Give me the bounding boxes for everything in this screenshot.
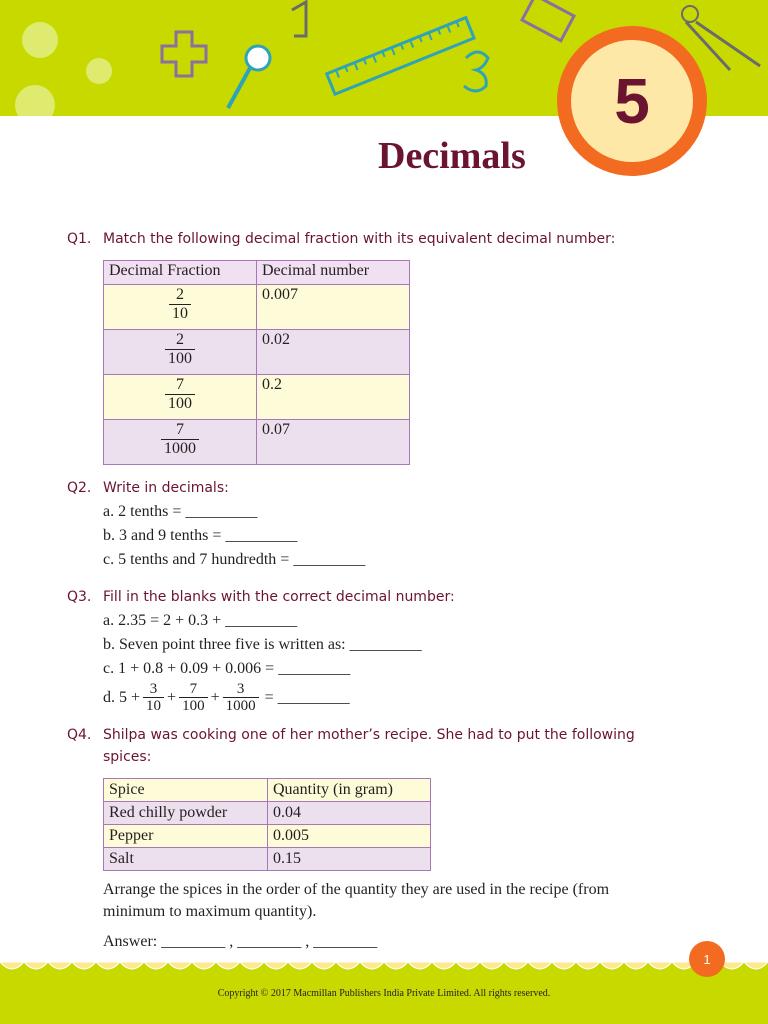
- spice-cell: Salt: [104, 848, 268, 871]
- denominator: 100: [179, 697, 208, 714]
- numerator: 7: [189, 681, 198, 697]
- fraction: [161, 421, 199, 458]
- question-number: Q4.: [67, 727, 92, 743]
- question-2: [67, 480, 229, 496]
- plus-icon: [162, 32, 206, 76]
- question-text: Write in decimals:: [103, 480, 229, 496]
- page-number-badge: 1: [689, 941, 725, 977]
- table-header: Decimal Fraction: [104, 261, 257, 285]
- table-row: [104, 285, 410, 330]
- quantity-cell: 0.04: [268, 802, 431, 825]
- table-header-row: [104, 779, 431, 802]
- question-4-continued: spices:: [103, 749, 152, 765]
- table-header: Quantity (in gram): [268, 779, 431, 802]
- table-row: [104, 330, 410, 375]
- chapter-number: 5: [614, 65, 650, 137]
- fraction-match-table: [103, 260, 410, 465]
- q3-item-a: a. 2.35 = 2 + 0.3 + _________: [103, 612, 298, 629]
- fraction-cell: [104, 285, 257, 330]
- q2-item-b: b. 3 and 9 tenths = _________: [103, 527, 298, 544]
- table-row: [104, 802, 431, 825]
- table-header: Spice: [104, 779, 268, 802]
- decimal-cell: 0.2: [257, 375, 410, 420]
- equation-prefix: d. 5 +: [103, 688, 141, 706]
- bubble-icon: [86, 58, 112, 84]
- q3-item-c: c. 1 + 0.8 + 0.09 + 0.006 = _________: [103, 660, 351, 677]
- q4-instruction-continued: minimum to maximum quantity).: [103, 903, 317, 920]
- plus-sign: +: [167, 688, 177, 706]
- plus-sign: +: [210, 688, 220, 706]
- table-header: Decimal number: [257, 261, 410, 285]
- fraction: [165, 331, 195, 368]
- q2-item-a: a. 2 tenths = _________: [103, 503, 258, 520]
- numerator: 7: [176, 376, 184, 393]
- question-number: Q1.: [67, 231, 92, 247]
- fraction-cell: [104, 375, 257, 420]
- question-1: [67, 231, 615, 247]
- fraction: [169, 286, 191, 323]
- fraction: [165, 376, 195, 413]
- table-header-row: [104, 261, 410, 285]
- fraction-cell: [104, 420, 257, 465]
- quantity-cell: 0.15: [268, 848, 431, 871]
- numerator: 2: [176, 286, 184, 303]
- q3-item-b: b. Seven point three five is written as: _________: [103, 636, 422, 653]
- denominator: 10: [169, 304, 191, 323]
- question-number: Q3.: [67, 589, 92, 605]
- question-3: [67, 589, 455, 605]
- spice-table: [103, 778, 431, 871]
- fraction: [143, 681, 164, 714]
- table-row: [104, 848, 431, 871]
- q2-item-c: c. 5 tenths and 7 hundredth = _________: [103, 551, 366, 568]
- denominator: 10: [143, 697, 164, 714]
- fraction-cell: [104, 330, 257, 375]
- magnifier-icon: [246, 46, 270, 70]
- decimal-cell: 0.02: [257, 330, 410, 375]
- digit-three-icon: [464, 52, 488, 91]
- numerator: 3: [236, 681, 245, 697]
- numerator: 3: [149, 681, 158, 697]
- question-text: Match the following decimal fraction with its equivalent decimal number:: [103, 231, 616, 247]
- scallop-border: [0, 960, 768, 976]
- decimal-cell: 0.007: [257, 285, 410, 330]
- fraction: [179, 681, 208, 714]
- q4-instruction: Arrange the spices in the order of the quantity they are used in the recipe (from: [103, 881, 610, 898]
- question-text: Shilpa was cooking one of her mother’s recipe. She had to put the following: [103, 727, 635, 743]
- denominator: 1000: [223, 697, 259, 714]
- chapter-badge: [571, 40, 693, 162]
- equation-suffix: = _________: [264, 688, 350, 706]
- page-title: Decimals: [378, 135, 526, 177]
- table-row: [104, 825, 431, 848]
- question-4: [67, 727, 635, 743]
- question-text: Fill in the blanks with the correct decimal number:: [103, 589, 455, 605]
- denominator: 100: [165, 349, 195, 368]
- copyright-text: Copyright © 2017 Macmillan Publishers India Private Limited. All rights reserved.: [217, 988, 551, 999]
- spice-cell: Red chilly powder: [104, 802, 268, 825]
- table-row: [104, 375, 410, 420]
- ruler-icon: [327, 18, 474, 95]
- bubble-icon: [15, 85, 55, 116]
- spice-cell: Pepper: [104, 825, 268, 848]
- numerator: 7: [176, 421, 184, 438]
- q4-answer: Answer: ________ , ________ , ________: [103, 933, 378, 950]
- numerator: 2: [176, 331, 184, 348]
- fraction: [223, 681, 259, 714]
- q3-item-d: [103, 681, 350, 714]
- denominator: 1000: [161, 439, 199, 458]
- decimal-cell: 0.07: [257, 420, 410, 465]
- denominator: 100: [165, 394, 195, 413]
- sharpener-icon: [522, 0, 574, 41]
- bubble-icon: [22, 22, 58, 58]
- question-number: Q2.: [67, 480, 92, 496]
- quantity-cell: 0.005: [268, 825, 431, 848]
- digit-one-icon: [292, 2, 306, 36]
- table-row: [104, 420, 410, 465]
